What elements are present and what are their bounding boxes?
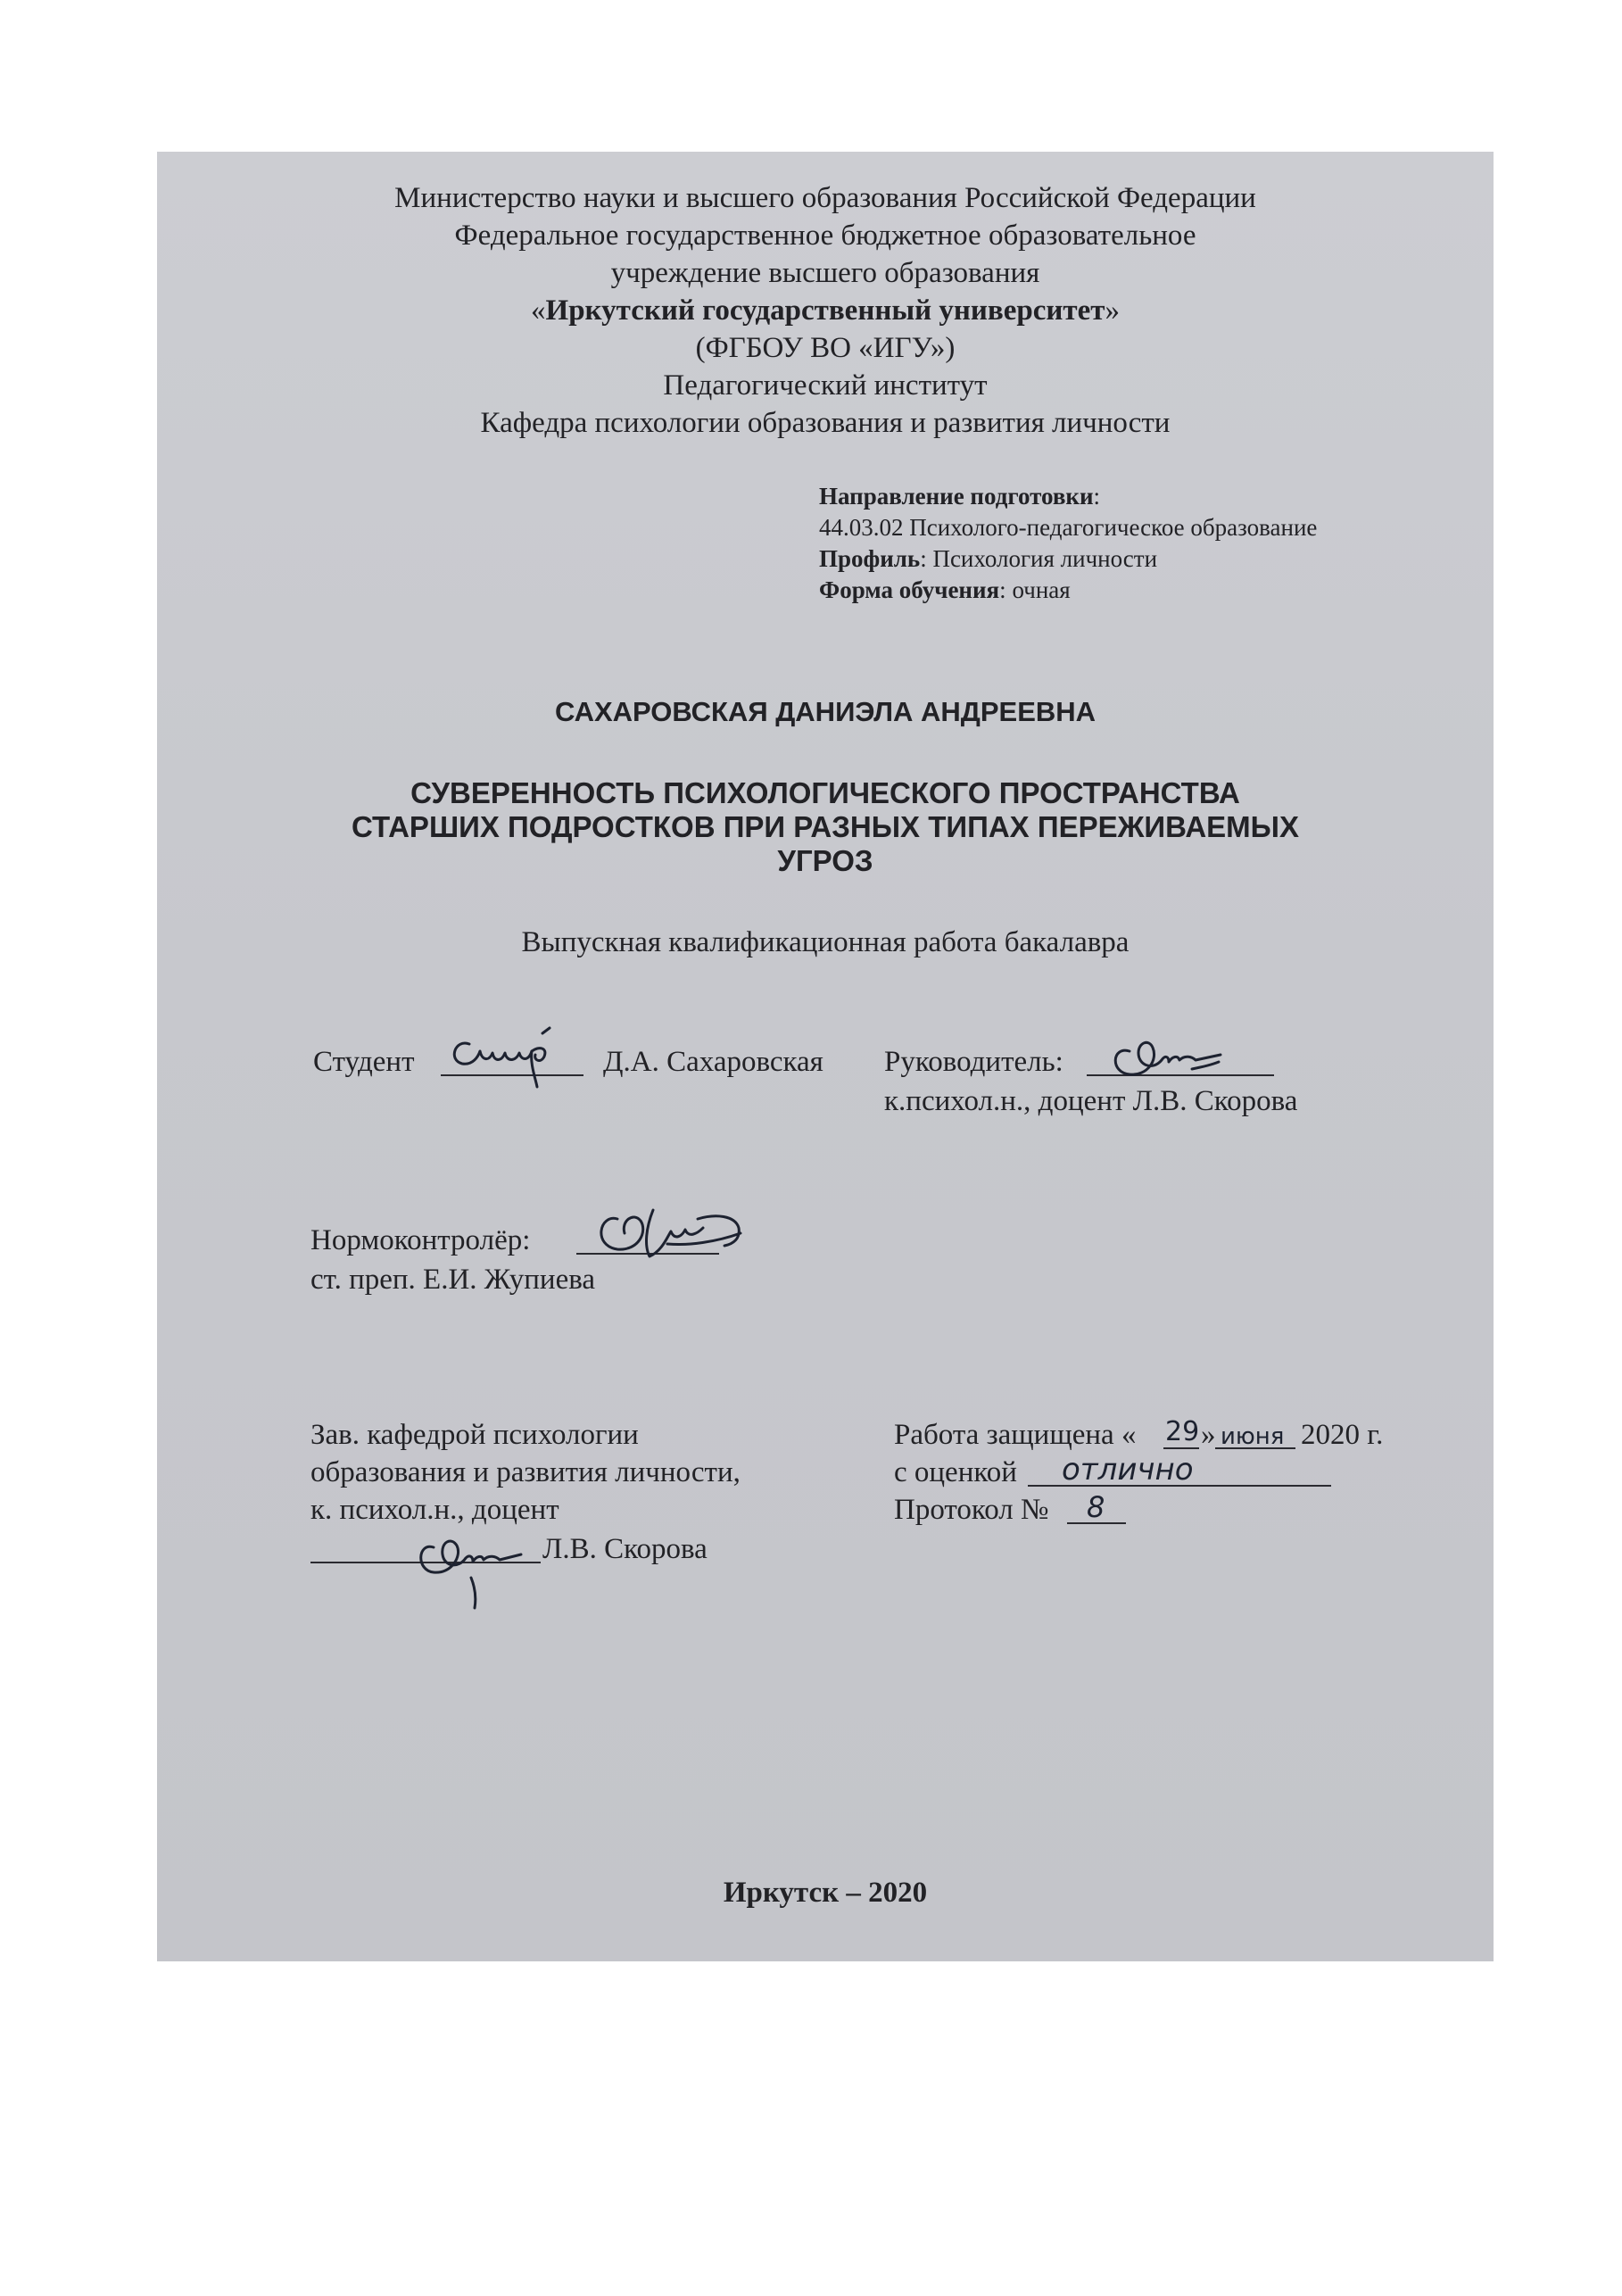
- title-page-sheet: [157, 152, 1494, 1961]
- student-signature-icon: [443, 1024, 585, 1089]
- thesis-title-line-1: СУВЕРЕННОСТЬ ПСИХОЛОГИЧЕСКОГО ПРОСТРАНСТВА: [410, 776, 1240, 809]
- normcontrol-label: Нормоконтролёр:: [310, 1224, 531, 1256]
- direction-label-line: Направление подготовки:: [819, 483, 1101, 510]
- student-name: Д.А. Сахаровская: [603, 1046, 823, 1078]
- author-name: САХАРОВСКАЯ ДАНИЭЛА АНДРЕЕВНА: [554, 696, 1097, 727]
- protocol-label: Протокол №: [894, 1494, 1049, 1526]
- university-line: «Иркутский государственный университет»: [531, 294, 1120, 327]
- institute-line: Педагогический институт: [663, 369, 988, 402]
- protocol-handwriting-icon: [1081, 1485, 1117, 1524]
- head-line-2: образования и развития личности,: [310, 1456, 741, 1488]
- supervisor-label: Руководитель:: [884, 1046, 1063, 1078]
- department-line: Кафедра психологии образования и развития личности: [480, 407, 1171, 439]
- protocol-number: 8: [1087, 1490, 1105, 1524]
- head-line-3: к. психол.н., доцент: [310, 1494, 559, 1526]
- supervisor-name: к.психол.н., доцент Л.В. Скорова: [884, 1085, 1298, 1117]
- defense-day: 29: [1165, 1416, 1200, 1447]
- defense-month-handwriting-icon: [1219, 1417, 1304, 1453]
- federal-line: Федеральное государственное бюджетное образовательное: [454, 220, 1196, 252]
- institution-line: учреждение высшего образования: [610, 257, 1040, 289]
- city-year: Иркутск – 2020: [723, 1877, 928, 1909]
- grade-label: с оценкой: [894, 1456, 1017, 1488]
- work-type: Выпускная квалификационная работа бакалавра: [521, 926, 1130, 958]
- university-abbr: (ФГБОУ ВО «ИГУ»): [695, 332, 956, 364]
- normcontrol-name: ст. преп. Е.И. Жупиева: [310, 1264, 596, 1296]
- normcontrol-signature-icon: [582, 1192, 778, 1290]
- head-signature-icon: [407, 1515, 550, 1613]
- head-name: Л.В. Скорова: [542, 1533, 708, 1565]
- thesis-title-line-3: УГРОЗ: [777, 844, 873, 877]
- defense-quote-close: »: [1201, 1419, 1216, 1451]
- defense-day-handwriting-icon: [1162, 1410, 1203, 1449]
- ministry-line: Министерство науки и высшего образования Российской Федерации: [394, 182, 1256, 214]
- profile-line: Профиль: Психология личности: [819, 545, 1158, 572]
- defense-year: 2020 г.: [1301, 1419, 1384, 1451]
- grade-value: отлично: [1062, 1452, 1194, 1488]
- study-form-line: Форма обучения: очная: [819, 576, 1071, 603]
- head-line-1: Зав. кафедрой психологии: [310, 1419, 639, 1451]
- university-name: Иркутский государственный университет: [545, 294, 1105, 327]
- student-label: Студент: [313, 1046, 415, 1078]
- thesis-title-line-2: СТАРШИХ ПОДРОСТКОВ ПРИ РАЗНЫХ ТИПАХ ПЕРЕЖИВАЕМЫХ: [352, 810, 1299, 843]
- defense-label: Работа защищена «: [894, 1419, 1137, 1451]
- direction-code: 44.03.02 Психолого-педагогическое образование: [819, 514, 1318, 541]
- defense-month: июня: [1221, 1423, 1285, 1450]
